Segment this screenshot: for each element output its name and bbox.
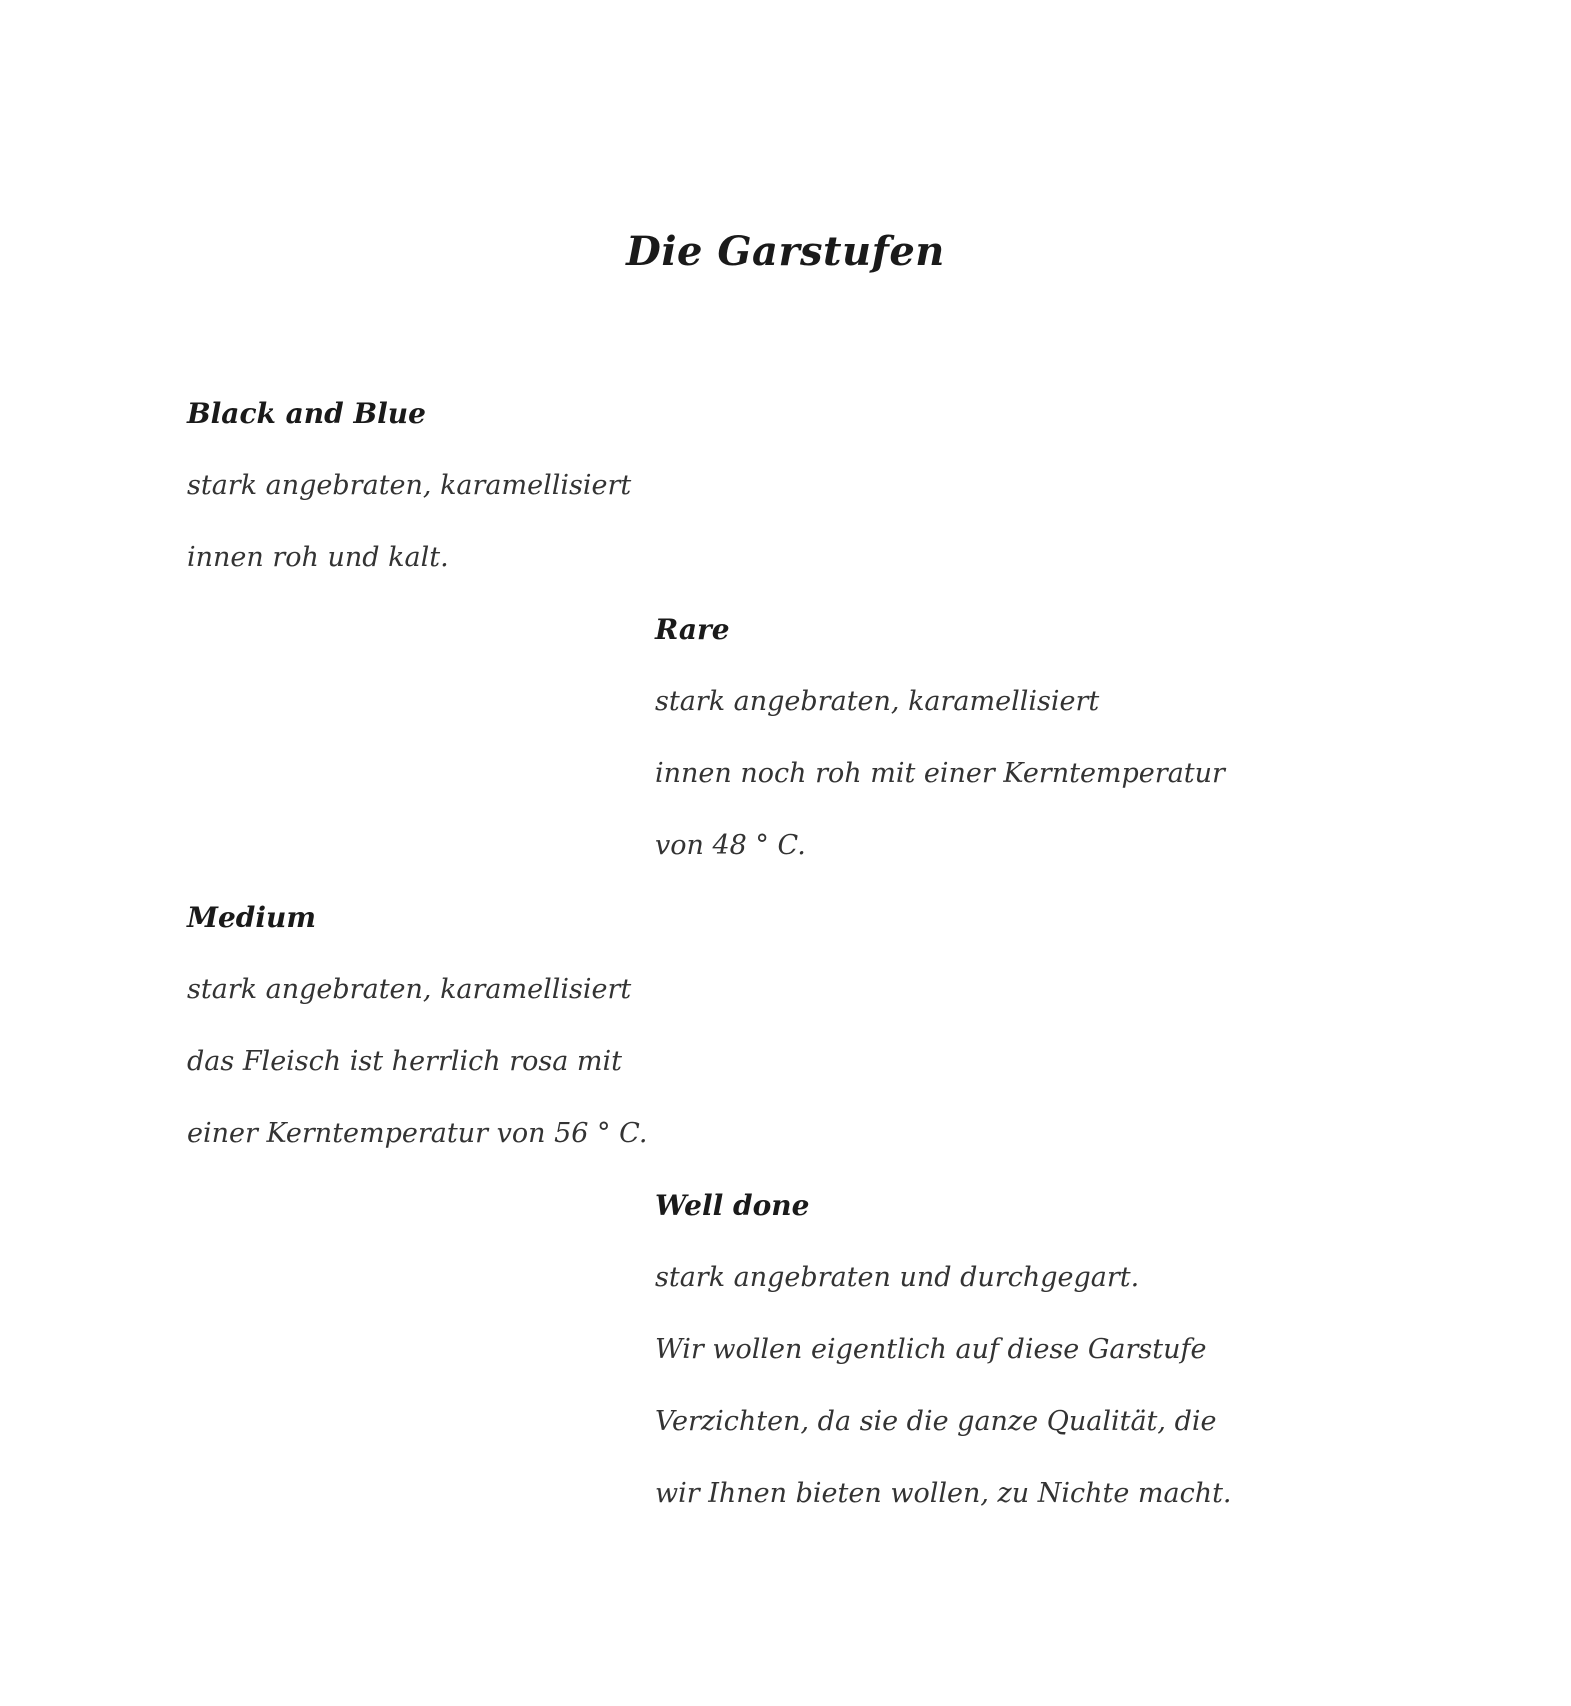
section-line: das Fleisch ist herrlich rosa mit <box>187 1046 623 1077</box>
section-heading: Well done <box>655 1189 810 1222</box>
section-line: innen noch roh mit einer Kerntemperatur <box>655 758 1225 789</box>
section-well-done <box>655 1170 1232 1530</box>
section-line: stark angebraten, karamellisiert <box>187 470 632 501</box>
section-line: stark angebraten und durchgegart. <box>655 1262 1140 1293</box>
section-line: Verzichten, da sie die ganze Qualität, die <box>655 1406 1217 1437</box>
section-black-and-blue <box>187 378 631 594</box>
section-heading: Medium <box>187 901 317 934</box>
section-heading: Black and Blue <box>187 397 426 430</box>
section-line: wir Ihnen bieten wollen, zu Nichte macht. <box>655 1478 1232 1509</box>
section-line: stark angebraten, karamellisiert <box>655 686 1100 717</box>
page-title: Die Garstufen <box>626 228 945 275</box>
section-line: von 48 ° C. <box>655 830 806 861</box>
section-heading: Rare <box>655 613 730 646</box>
section-line: Wir wollen eigentlich auf diese Garstufe <box>655 1334 1207 1365</box>
section-rare <box>655 594 1225 882</box>
section-line: einer Kerntemperatur von 56 ° C. <box>187 1118 648 1149</box>
section-medium <box>187 882 647 1170</box>
section-line: stark angebraten, karamellisiert <box>187 974 632 1005</box>
section-line: innen roh und kalt. <box>187 542 449 573</box>
